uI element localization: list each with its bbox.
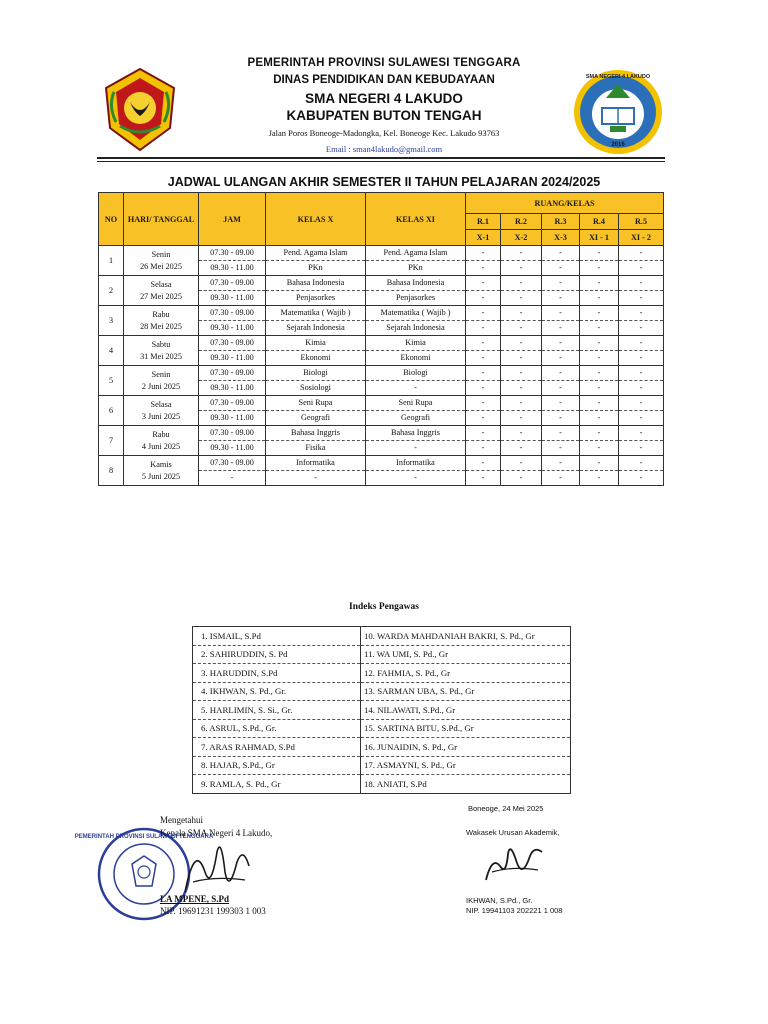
room-cell: - — [466, 411, 501, 426]
room-cell: - — [466, 261, 501, 276]
room-cell: - — [580, 456, 619, 471]
room-cell: - — [542, 381, 580, 396]
left-sign-line1: Mengetahui — [160, 815, 203, 825]
day-date: 31 Mei 2025 — [140, 351, 182, 361]
supervisor-row — [193, 756, 571, 775]
supervisor-name: 3. HARUDDIN, S.Pd — [193, 664, 361, 683]
header-kelas-x: KELAS X — [266, 193, 366, 246]
room-cell: - — [501, 441, 542, 456]
room-cell: - — [542, 306, 580, 321]
room-cell: - — [466, 306, 501, 321]
supervisor-row — [193, 682, 571, 701]
room-cell: - — [619, 366, 664, 381]
room-cell: - — [501, 321, 542, 336]
supervisor-row — [193, 664, 571, 683]
headmaster-nip: NIP. 19691231 199303 1 003 — [160, 906, 266, 916]
room-label: R.3 — [542, 214, 579, 230]
header-jam: JAM — [199, 193, 266, 246]
day-date-cell — [124, 246, 199, 276]
day-number: 2 — [99, 276, 124, 306]
kelas-x-subject: - — [266, 471, 366, 486]
supervisor-row — [193, 775, 571, 794]
day-date-cell — [124, 396, 199, 426]
room-cell: - — [580, 276, 619, 291]
kelas-xi-subject: Seni Rupa — [366, 396, 466, 411]
time-cell: 07.30 - 09.00 — [199, 306, 266, 321]
room-cell: - — [501, 396, 542, 411]
room-cell: - — [542, 426, 580, 441]
kelas-xi-subject: Biologi — [366, 366, 466, 381]
room-cell: - — [580, 306, 619, 321]
schedule-row — [99, 306, 664, 321]
supervisor-name: 6. ASRUL, S.Pd., Gr. — [193, 719, 361, 738]
room-cell: - — [619, 441, 664, 456]
day-number: 3 — [99, 306, 124, 336]
room-cell: - — [580, 381, 619, 396]
room-cell: - — [580, 471, 619, 486]
room-cell: - — [619, 306, 664, 321]
schedule-row — [99, 396, 664, 411]
room-cell: - — [542, 471, 580, 486]
kelas-xi-subject: - — [366, 471, 466, 486]
day-date: 2 Juni 2025 — [141, 381, 181, 391]
headmaster-name: LA MPENE, S.Pd — [160, 894, 230, 904]
room-cell: - — [466, 381, 501, 396]
supervisor-name: 8. HAJAR, S.Pd., Gr — [193, 756, 361, 775]
place-date: Boneoge, 24 Mei 2025 — [468, 804, 544, 813]
letterhead-divider-thin — [97, 161, 665, 162]
headmaster-signature — [175, 832, 255, 902]
room-cell: - — [542, 366, 580, 381]
document-title: JADWAL ULANGAN AKHIR SEMESTER II TAHUN PELAJARAN 2024/2025 — [167, 175, 601, 189]
day-date-cell — [124, 366, 199, 396]
schedule-row — [99, 276, 664, 291]
vice-principal-nip: NIP. 19941103 202221 1 008 — [466, 906, 563, 915]
room-cell: - — [466, 456, 501, 471]
room-cell: - — [619, 396, 664, 411]
header-no: NO — [99, 193, 124, 246]
day-name: Senin — [151, 369, 171, 379]
room-cell: - — [580, 411, 619, 426]
room-cell: - — [501, 261, 542, 276]
room-cell: - — [542, 411, 580, 426]
supervisor-name: 13. SARMAN UBA, S. Pd., Gr — [361, 682, 571, 701]
day-name: Selasa — [150, 399, 172, 409]
supervisor-table — [192, 626, 571, 794]
kelas-xi-subject: Sejarah Indonesia — [366, 321, 466, 336]
day-date: 3 Juni 2025 — [141, 411, 181, 421]
supervisor-name: 12. FAHMIA, S. Pd., Gr — [361, 664, 571, 683]
supervisor-name: 4. IKHWAN, S. Pd., Gr. — [193, 682, 361, 701]
room-cell: - — [501, 276, 542, 291]
kelas-xi-subject: Matematika ( Wajib ) — [366, 306, 466, 321]
room-cell: - — [466, 336, 501, 351]
day-name: Rabu — [152, 429, 170, 439]
kelas-x-subject: Geografi — [266, 411, 366, 426]
letterhead-government: PEMERINTAH PROVINSI SULAWESI TENGGARA — [247, 57, 521, 69]
exam-schedule-table — [98, 192, 664, 486]
right-sign-role: Wakasek Urusan Akademik, — [466, 828, 560, 837]
schedule-row — [99, 456, 664, 471]
letterhead-school: SMA NEGERI 4 LAKUDO — [305, 91, 463, 106]
room-cell: - — [466, 276, 501, 291]
day-number: 5 — [99, 366, 124, 396]
supervisor-name: 7. ARAS RAHMAD, S.Pd — [193, 738, 361, 757]
room-cell: - — [501, 456, 542, 471]
room-cell: - — [619, 321, 664, 336]
kelas-x-subject: Matematika ( Wajib ) — [266, 306, 366, 321]
supervisor-name: 17. ASMAYNI, S. Pd., Gr — [361, 756, 571, 775]
supervisor-name: 1. ISMAIL, S.Pd — [193, 627, 361, 646]
room-cell: - — [501, 336, 542, 351]
day-name: Rabu — [152, 309, 170, 319]
room-cell: - — [619, 246, 664, 261]
school-logo-year: 2016 — [611, 142, 625, 148]
room-cell: - — [542, 261, 580, 276]
day-name: Sabtu — [151, 339, 171, 349]
time-cell: 09.30 - 11.00 — [199, 411, 266, 426]
room-cell: - — [542, 336, 580, 351]
left-sign-line2: Kepala SMA Negeri 4 Lakudo, — [160, 828, 273, 838]
day-date-cell — [124, 336, 199, 366]
time-cell: 09.30 - 11.00 — [199, 291, 266, 306]
kelas-xi-subject: Bahasa Indonesia — [366, 276, 466, 291]
day-name: Kamis — [150, 459, 172, 469]
room-cell: - — [501, 426, 542, 441]
room-cell: - — [501, 471, 542, 486]
day-number: 6 — [99, 396, 124, 426]
room-cell: - — [542, 246, 580, 261]
supervisor-name: 9. RAMLA, S. Pd., Gr — [193, 775, 361, 794]
header-ruang: RUANG/KELAS — [466, 193, 664, 214]
room-cell: - — [542, 456, 580, 471]
kelas-xi-subject: Penjasorkes — [366, 291, 466, 306]
room-cell: - — [542, 321, 580, 336]
vice-principal-name: IKHWAN, S.Pd., Gr. — [466, 896, 533, 905]
header-day: HARI/ TANGGAL — [124, 193, 199, 246]
room-class-label: X-1 — [476, 233, 490, 242]
time-cell: 07.30 - 09.00 — [199, 456, 266, 471]
letterhead-divider — [97, 157, 665, 159]
room-cell: - — [542, 441, 580, 456]
room-cell: - — [542, 396, 580, 411]
room-cell: - — [501, 246, 542, 261]
supervisor-index-title: Indeks Pengawas — [349, 602, 419, 612]
time-cell: 07.30 - 09.00 — [199, 276, 266, 291]
room-cell: - — [580, 441, 619, 456]
room-cell: - — [466, 441, 501, 456]
supervisor-name: 14. NILAWATI, S.Pd., Gr — [361, 701, 571, 720]
room-cell: - — [580, 291, 619, 306]
room-cell: - — [542, 276, 580, 291]
room-cell: - — [619, 426, 664, 441]
schedule-row — [99, 366, 664, 381]
vice-principal-signature — [478, 836, 548, 892]
supervisor-name: 11. WA UMI, S. Pd., Gr — [361, 645, 571, 664]
day-name: Selasa — [150, 279, 172, 289]
room-class-label: XI - 2 — [631, 233, 652, 242]
supervisor-name: 15. SARTINA BITU, S.Pd., Gr — [361, 719, 571, 738]
room-cell: - — [466, 396, 501, 411]
room-cell: - — [501, 306, 542, 321]
kelas-x-subject: Fisika — [266, 441, 366, 456]
supervisor-row — [193, 701, 571, 720]
room-label: R.2 — [501, 214, 541, 230]
day-date-cell — [124, 306, 199, 336]
room-cell: - — [501, 381, 542, 396]
schedule-row — [99, 336, 664, 351]
day-date-cell — [124, 456, 199, 486]
kelas-xi-subject: Pend. Agama Islam — [366, 246, 466, 261]
day-date-cell — [124, 276, 199, 306]
time-cell: 07.30 - 09.00 — [199, 366, 266, 381]
time-cell: 07.30 - 09.00 — [199, 426, 266, 441]
day-number: 8 — [99, 456, 124, 486]
kelas-xi-subject: Ekonomi — [366, 351, 466, 366]
room-class-label: XI - 1 — [588, 233, 609, 242]
kelas-xi-subject: PKn — [366, 261, 466, 276]
supervisor-row — [193, 627, 571, 646]
room-cell: - — [466, 426, 501, 441]
supervisor-name: 10. WARDA MAHDANIAH BAKRI, S. Pd., Gr — [361, 627, 571, 646]
time-cell: 07.30 - 09.00 — [199, 246, 266, 261]
room-label: R.5 — [619, 214, 663, 230]
kelas-x-subject: Penjasorkes — [266, 291, 366, 306]
room-class-label: X-2 — [514, 233, 528, 242]
kelas-xi-subject: Bahasa Inggris — [366, 426, 466, 441]
room-label: R.1 — [466, 214, 500, 230]
letterhead-address: Jalan Poros Boneoge-Madongka, Kel. Boneoge Kec. Lakudo 93763 — [268, 128, 500, 138]
header-kelas-xi: KELAS XI — [366, 193, 466, 246]
kelas-x-subject: Bahasa Indonesia — [266, 276, 366, 291]
supervisor-name: 18. ANIATI, S.Pd — [361, 775, 571, 794]
day-number: 4 — [99, 336, 124, 366]
day-name: Senin — [151, 249, 171, 259]
room-cell: - — [542, 291, 580, 306]
kelas-x-subject: Informatika — [266, 456, 366, 471]
schedule-row — [99, 246, 664, 261]
kelas-x-subject: Kimia — [266, 336, 366, 351]
supervisor-name: 2. SAHIRUDDIN, S. Pd — [193, 645, 361, 664]
header-room-3 — [542, 214, 580, 246]
day-date-cell — [124, 426, 199, 456]
time-cell: 07.30 - 09.00 — [199, 396, 266, 411]
kelas-xi-subject: Kimia — [366, 336, 466, 351]
room-cell: - — [580, 426, 619, 441]
kelas-xi-subject: Informatika — [366, 456, 466, 471]
supervisor-row — [193, 719, 571, 738]
room-cell: - — [501, 291, 542, 306]
room-cell: - — [466, 471, 501, 486]
room-cell: - — [619, 381, 664, 396]
kelas-x-subject: Biologi — [266, 366, 366, 381]
room-cell: - — [501, 366, 542, 381]
room-cell: - — [619, 471, 664, 486]
room-cell: - — [619, 291, 664, 306]
room-cell: - — [501, 411, 542, 426]
room-cell: - — [619, 456, 664, 471]
kelas-xi-subject: - — [366, 441, 466, 456]
header-room-4 — [580, 214, 619, 246]
kelas-x-subject: Bahasa Inggris — [266, 426, 366, 441]
room-cell: - — [580, 246, 619, 261]
kelas-xi-subject: Geografi — [366, 411, 466, 426]
supervisor-name: 16. JUNAIDIN, S. Pd., Gr — [361, 738, 571, 757]
kelas-x-subject: PKn — [266, 261, 366, 276]
room-cell: - — [466, 246, 501, 261]
room-cell: - — [580, 321, 619, 336]
room-label: R.4 — [580, 214, 618, 230]
letterhead-regency: KABUPATEN BUTON TENGAH — [286, 108, 482, 123]
stamp-text: PEMERINTAH PROVINSI SULAWESI TENGGARA — [74, 834, 214, 840]
room-cell: - — [501, 351, 542, 366]
supervisor-row — [193, 738, 571, 757]
school-logo-text: SMA NEGERI 4 LAKUDO — [585, 74, 651, 80]
room-class-label: X-3 — [554, 233, 567, 242]
kelas-xi-subject: - — [366, 381, 466, 396]
letterhead-email: Email : sman4lakudo@gmail.com — [325, 144, 443, 154]
room-cell: - — [466, 321, 501, 336]
day-number: 7 — [99, 426, 124, 456]
room-cell: - — [542, 351, 580, 366]
room-cell: - — [619, 276, 664, 291]
room-cell: - — [466, 351, 501, 366]
day-number: 1 — [99, 246, 124, 276]
schedule-row — [99, 426, 664, 441]
day-date: 4 Juni 2025 — [141, 441, 181, 451]
room-cell: - — [580, 366, 619, 381]
kelas-x-subject: Sejarah Indonesia — [266, 321, 366, 336]
kelas-x-subject: Pend. Agama Islam — [266, 246, 366, 261]
time-cell: - — [199, 471, 266, 486]
room-cell: - — [466, 366, 501, 381]
time-cell: 09.30 - 11.00 — [199, 321, 266, 336]
day-date: 28 Mei 2025 — [140, 321, 182, 331]
header-room-1 — [466, 214, 501, 246]
room-cell: - — [619, 336, 664, 351]
room-cell: - — [466, 291, 501, 306]
room-cell: - — [619, 411, 664, 426]
header-room-2 — [501, 214, 542, 246]
time-cell: 09.30 - 11.00 — [199, 441, 266, 456]
kelas-x-subject: Seni Rupa — [266, 396, 366, 411]
time-cell: 07.30 - 09.00 — [199, 336, 266, 351]
letterhead-department: DINAS PENDIDIKAN DAN KEBUDAYAAN — [273, 74, 495, 86]
room-cell: - — [580, 396, 619, 411]
kelas-x-subject: Ekonomi — [266, 351, 366, 366]
time-cell: 09.30 - 11.00 — [199, 351, 266, 366]
room-cell: - — [580, 351, 619, 366]
time-cell: 09.30 - 11.00 — [199, 381, 266, 396]
day-date: 5 Juni 2025 — [141, 471, 181, 481]
kelas-x-subject: Sosiologi — [266, 381, 366, 396]
day-date: 27 Mei 2025 — [140, 291, 182, 301]
supervisor-name: 5. HARLIMIN, S. Si., Gr. — [193, 701, 361, 720]
time-cell: 09.30 - 11.00 — [199, 261, 266, 276]
room-cell: - — [619, 351, 664, 366]
day-date: 26 Mei 2025 — [140, 261, 182, 271]
room-cell: - — [619, 261, 664, 276]
supervisor-row — [193, 645, 571, 664]
room-cell: - — [580, 261, 619, 276]
room-cell: - — [580, 336, 619, 351]
header-room-5 — [619, 214, 664, 246]
